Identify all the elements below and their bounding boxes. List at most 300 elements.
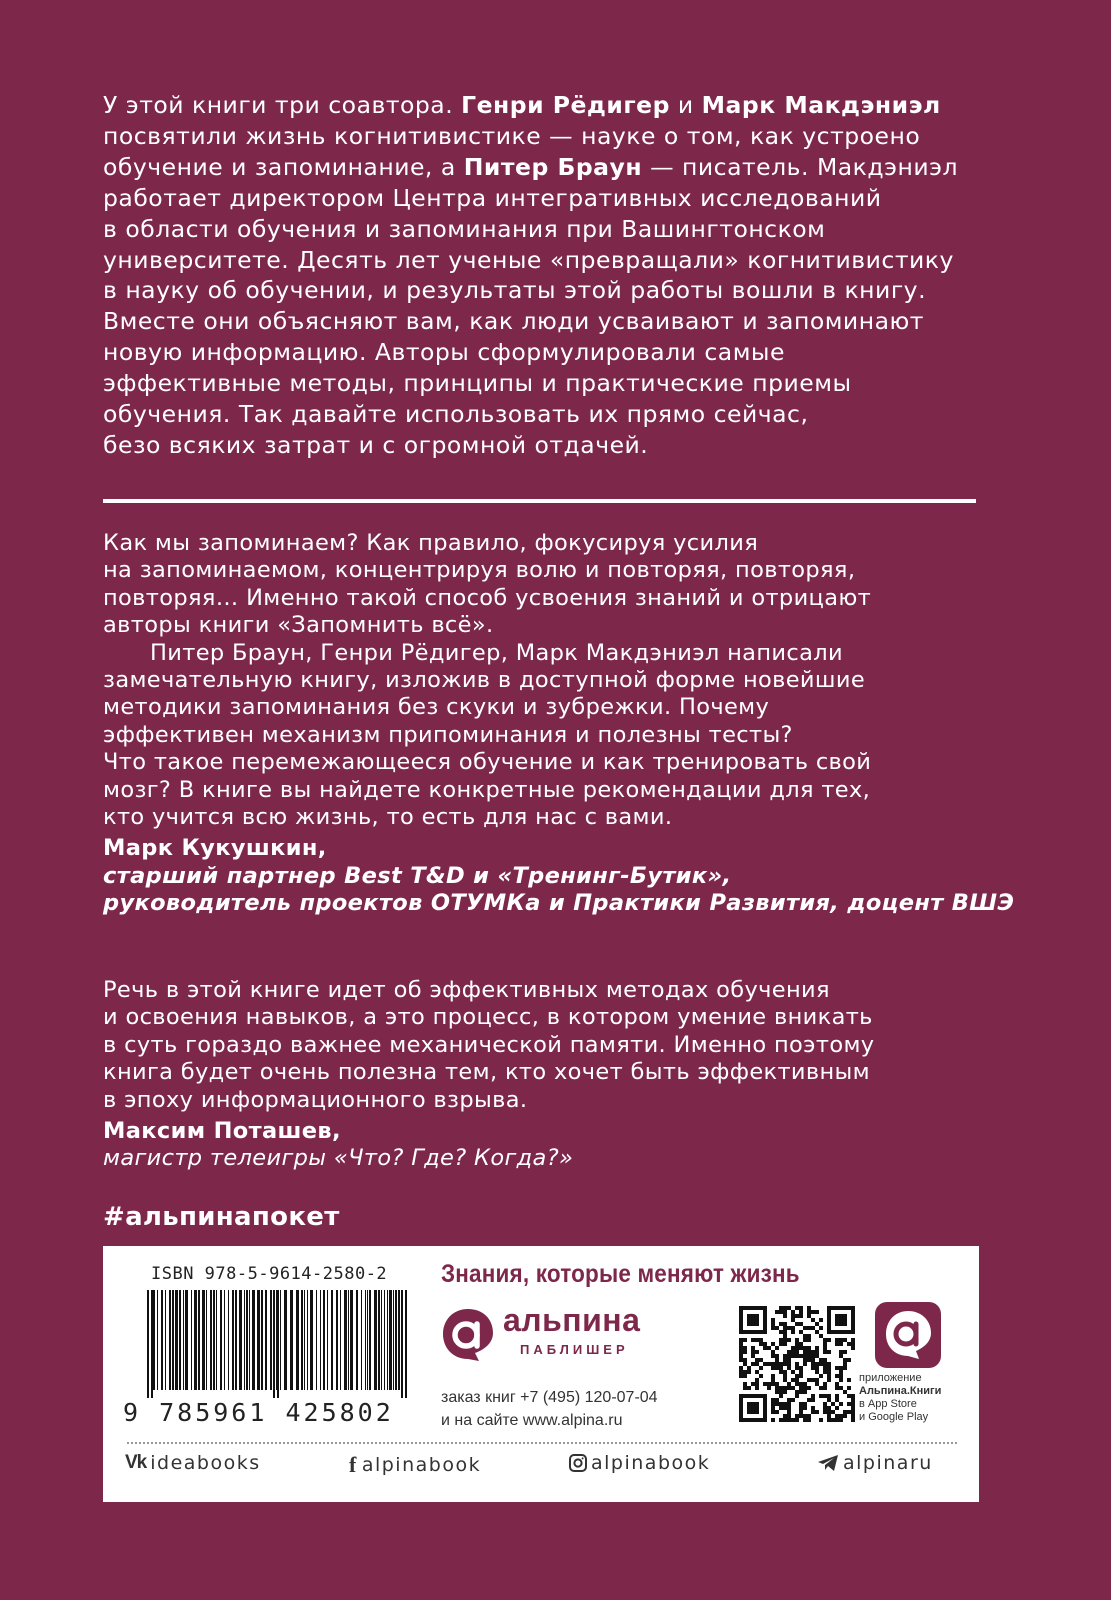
qr-module <box>851 1330 855 1334</box>
qr-module <box>811 1394 815 1398</box>
alpina-logo-icon <box>439 1306 497 1364</box>
qr-module <box>787 1402 791 1406</box>
qr-module <box>803 1390 807 1394</box>
qr-module <box>755 1338 759 1342</box>
app-line: в App Store <box>859 1398 917 1410</box>
qr-module <box>823 1342 827 1346</box>
qr-module <box>779 1366 783 1370</box>
barcode-bar <box>161 1290 163 1390</box>
barcode-bar <box>172 1290 174 1390</box>
qr-module <box>823 1350 827 1354</box>
qr-module <box>843 1366 847 1370</box>
barcode-bar <box>210 1290 212 1390</box>
qr-module <box>815 1354 819 1358</box>
order-info <box>441 1386 658 1432</box>
qr-module <box>795 1322 799 1326</box>
qr-module <box>815 1378 819 1382</box>
qr-module <box>747 1402 751 1406</box>
barcode-bar <box>301 1290 303 1390</box>
qr-module <box>827 1366 831 1370</box>
barcode-bar <box>296 1290 299 1390</box>
app-name: Альпина.Книги <box>859 1385 942 1397</box>
qr-module <box>819 1394 823 1398</box>
review1-author: Марк Кукушкин, <box>103 835 327 862</box>
intro-text: новую информацию. Авторы сформулировали самые <box>103 338 785 367</box>
qr-module <box>851 1398 855 1402</box>
intro-line <box>103 121 983 152</box>
qr-module <box>799 1370 803 1374</box>
review1-line: повторяя… Именно такой способ усвоения знаний и отрицают <box>103 584 872 611</box>
qr-module <box>751 1338 755 1342</box>
qr-module <box>843 1362 847 1366</box>
qr-module <box>815 1330 819 1334</box>
qr-module <box>739 1402 743 1406</box>
qr-module <box>771 1418 775 1422</box>
qr-module <box>827 1370 831 1374</box>
qr-module <box>839 1354 843 1358</box>
review1-line: Что такое перемежающееся обучение и как тренировать свой <box>103 749 872 776</box>
qr-module <box>775 1410 779 1414</box>
qr-module <box>751 1306 755 1310</box>
intro-line <box>103 152 983 183</box>
qr-module <box>739 1354 743 1358</box>
author-name: Питер Браун <box>463 152 643 181</box>
review1-line: авторы книги «Запомнить всё». <box>103 612 494 639</box>
barcode-bar <box>389 1290 392 1390</box>
qr-module <box>827 1314 831 1318</box>
barcode-bar <box>216 1290 217 1390</box>
qr-module <box>803 1346 807 1350</box>
qr-module <box>799 1314 803 1318</box>
barcode-bar <box>365 1290 366 1390</box>
review1-line: кто учится всю жизнь, то есть для нас с вами. <box>103 804 673 831</box>
qr-module <box>755 1358 759 1362</box>
qr-module <box>739 1318 743 1322</box>
qr-module <box>851 1414 855 1418</box>
barcode-bar <box>387 1290 388 1390</box>
qr-module <box>771 1402 775 1406</box>
intro-line <box>103 214 983 245</box>
qr-module <box>739 1326 743 1330</box>
barcode-bar <box>323 1290 325 1390</box>
qr-module <box>767 1346 771 1350</box>
qr-module <box>763 1330 767 1334</box>
review2-role: магистр телеигры «Что? Где? Когда?» <box>103 1145 574 1172</box>
qr-module <box>791 1346 795 1350</box>
qr-module <box>747 1394 751 1398</box>
qr-module <box>795 1390 799 1394</box>
qr-module <box>755 1362 759 1366</box>
qr-module <box>775 1358 779 1362</box>
qr-module <box>787 1382 791 1386</box>
qr-module <box>851 1402 855 1406</box>
qr-module <box>843 1414 847 1418</box>
barcode-bar <box>235 1290 237 1390</box>
review1-line: эффективен механизм припоминания и полезны тесты? <box>103 721 793 748</box>
barcode-bar <box>249 1290 250 1390</box>
barcode-digits: 9 785961 425802 <box>123 1398 394 1427</box>
qr-module <box>811 1326 815 1330</box>
qr-module <box>847 1410 851 1414</box>
intro-text: университете. Десять лет ученые «превращали» когнитивистику <box>103 245 954 274</box>
qr-module <box>791 1326 795 1330</box>
intro-text: посвятили жизнь когнитивистике — науке о том, как устроено <box>103 121 921 150</box>
qr-module <box>763 1362 767 1366</box>
review1-line: мозг? В книге вы найдете конкретные рекомендации для тех, <box>103 776 871 803</box>
qr-module <box>771 1322 775 1326</box>
qr-module <box>827 1374 831 1378</box>
qr-module <box>739 1346 743 1350</box>
qr-module <box>747 1306 751 1310</box>
qr-module <box>783 1418 787 1422</box>
review1-line: методики запоминания без скуки и зубрежки. Почему <box>103 694 770 721</box>
intro-line <box>103 183 983 214</box>
qr-module <box>783 1378 787 1382</box>
barcode-bar <box>239 1290 242 1390</box>
barcode-bar <box>220 1290 222 1390</box>
qr-module <box>839 1330 843 1334</box>
qr-module <box>743 1394 747 1398</box>
qr-module <box>843 1330 847 1334</box>
qr-module <box>823 1410 827 1414</box>
qr-module <box>799 1414 803 1418</box>
qr-module <box>747 1386 751 1390</box>
barcode-bar <box>244 1290 245 1390</box>
social-instagram[interactable] <box>569 1452 710 1474</box>
social-vk[interactable] <box>125 1452 261 1474</box>
qr-module <box>763 1322 767 1326</box>
qr-module <box>843 1314 847 1318</box>
author-name: Марк Макдэниэл <box>701 91 941 119</box>
qr-module <box>803 1402 807 1406</box>
barcode-bar <box>331 1290 333 1390</box>
qr-module <box>815 1362 819 1366</box>
qr-module <box>799 1374 803 1378</box>
qr-module <box>791 1378 795 1382</box>
barcode-bar <box>316 1290 317 1390</box>
qr-module <box>759 1306 763 1310</box>
qr-module <box>791 1350 795 1354</box>
facebook-icon: f <box>349 1452 358 1477</box>
qr-module <box>763 1346 767 1350</box>
qr-module <box>747 1322 751 1326</box>
social-instagram-label: alpinabook <box>591 1452 711 1474</box>
qr-module <box>779 1418 783 1422</box>
qr-module <box>747 1418 751 1422</box>
qr-module <box>807 1386 811 1390</box>
barcode-guard-bar <box>151 1290 153 1398</box>
qr-module <box>751 1350 755 1354</box>
barcode-bar <box>395 1290 397 1390</box>
qr-module <box>775 1346 779 1350</box>
qr-module <box>739 1310 743 1314</box>
barcode-bar <box>194 1290 197 1390</box>
qr-module <box>815 1322 819 1326</box>
qr-module <box>827 1414 831 1418</box>
qr-module <box>795 1314 799 1318</box>
intro-line <box>103 430 983 461</box>
qr-module <box>783 1314 787 1318</box>
qr-module <box>763 1326 767 1330</box>
qr-module <box>739 1394 743 1398</box>
barcode-bar <box>202 1290 205 1390</box>
qr-module <box>759 1358 763 1362</box>
qr-module <box>847 1358 851 1362</box>
qr-module <box>751 1346 755 1350</box>
qr-module <box>795 1350 799 1354</box>
qr-module <box>807 1398 811 1402</box>
qr-module <box>795 1338 799 1342</box>
qr-module <box>751 1322 755 1326</box>
qr-module <box>803 1358 807 1362</box>
qr-module <box>807 1346 811 1350</box>
qr-module <box>775 1366 779 1370</box>
qr-module <box>827 1378 831 1382</box>
intro-text: обучение и запоминание, а <box>103 152 464 181</box>
qr-module <box>779 1402 783 1406</box>
qr-module <box>851 1306 855 1310</box>
qr-module <box>743 1346 747 1350</box>
qr-module <box>835 1322 839 1326</box>
intro-line <box>103 368 983 399</box>
qr-module <box>759 1366 763 1370</box>
qr-module <box>755 1410 759 1414</box>
qr-module <box>755 1386 759 1390</box>
qr-module <box>783 1406 787 1410</box>
qr-module <box>851 1310 855 1314</box>
qr-module <box>751 1402 755 1406</box>
qr-module <box>779 1406 783 1410</box>
qr-module <box>831 1306 835 1310</box>
barcode-bar <box>336 1290 338 1390</box>
divider <box>103 499 976 503</box>
qr-module <box>835 1366 839 1370</box>
qr-module <box>747 1406 751 1410</box>
app-info <box>859 1372 969 1424</box>
qr-module <box>751 1314 755 1318</box>
qr-module <box>803 1414 807 1418</box>
alpina-app-logo-icon <box>875 1302 941 1368</box>
qr-module <box>759 1338 763 1342</box>
barcode-bar <box>191 1290 192 1390</box>
qr-module <box>795 1394 799 1398</box>
dotted-divider <box>127 1442 957 1444</box>
qr-module <box>779 1394 783 1398</box>
qr-module <box>803 1386 807 1390</box>
qr-module <box>807 1378 811 1382</box>
qr-module <box>807 1358 811 1362</box>
barcode-bar <box>270 1290 272 1390</box>
qr-module <box>783 1374 787 1378</box>
barcode-bar <box>384 1290 385 1390</box>
qr-module <box>763 1418 767 1422</box>
qr-module <box>827 1406 831 1410</box>
qr-module <box>843 1410 847 1414</box>
qr-module <box>823 1402 827 1406</box>
qr-module <box>771 1378 775 1382</box>
barcode-bar <box>367 1290 368 1390</box>
qr-module <box>835 1406 839 1410</box>
qr-module <box>747 1366 751 1370</box>
barcode-bar <box>175 1290 178 1390</box>
qr-module <box>827 1394 831 1398</box>
qr-module <box>827 1330 831 1334</box>
qr-module <box>839 1306 843 1310</box>
intro-text: эффективные методы, принципы и практические приемы <box>103 369 852 398</box>
barcode-bar <box>348 1290 349 1390</box>
qr-module <box>851 1322 855 1326</box>
qr-module <box>799 1330 803 1334</box>
barcode-bar <box>350 1290 353 1390</box>
qr-module <box>747 1410 751 1414</box>
qr-module <box>835 1374 839 1378</box>
qr-module <box>743 1386 747 1390</box>
qr-module <box>823 1386 827 1390</box>
barcode-bar <box>169 1290 171 1390</box>
social-facebook[interactable] <box>349 1452 481 1478</box>
barcode-bar <box>213 1290 215 1390</box>
qr-module <box>819 1374 823 1378</box>
qr-module <box>787 1326 791 1330</box>
review1-line: Питер Браун, Генри Рёдигер, Марк Макдэниэл написали <box>150 639 843 666</box>
qr-module <box>795 1378 799 1382</box>
review-kukushkin <box>103 530 1015 918</box>
qr-module <box>739 1370 743 1374</box>
intro-text: Вместе они объясняют вам, как люди усваивают и запоминают <box>103 307 924 336</box>
qr-module <box>807 1310 811 1314</box>
barcode-bar <box>224 1290 225 1390</box>
qr-module <box>847 1342 851 1346</box>
qr-module <box>783 1334 787 1338</box>
qr-module <box>775 1386 779 1390</box>
qr-module <box>831 1330 835 1334</box>
qr-module <box>743 1370 747 1374</box>
intro-text: работает директором Центра интегративных исследований <box>103 183 882 212</box>
qr-module <box>815 1370 819 1374</box>
qr-module <box>851 1394 855 1398</box>
qr-module <box>799 1310 803 1314</box>
qr-module <box>743 1418 747 1422</box>
qr-module <box>839 1350 843 1354</box>
qr-module <box>819 1334 823 1338</box>
qr-module <box>763 1318 767 1322</box>
social-facebook-label: alpinabook <box>361 1454 482 1476</box>
publisher-panel <box>103 1246 979 1502</box>
qr-module <box>799 1386 803 1390</box>
qr-code <box>739 1306 855 1422</box>
qr-module <box>823 1338 827 1342</box>
qr-module <box>775 1398 779 1402</box>
qr-module <box>839 1370 843 1374</box>
vk-icon: Vk <box>125 1452 147 1473</box>
qr-module <box>791 1354 795 1358</box>
qr-module <box>783 1370 787 1374</box>
qr-module <box>799 1366 803 1370</box>
barcode-guard-bar <box>277 1290 279 1398</box>
isbn-text: ISBN 978-5-9614-2580-2 <box>151 1264 388 1284</box>
review2-author: Максим Поташев, <box>103 1118 341 1145</box>
qr-module <box>743 1330 747 1334</box>
qr-module <box>783 1322 787 1326</box>
qr-module <box>791 1370 795 1374</box>
qr-module <box>791 1318 795 1322</box>
qr-module <box>755 1318 759 1322</box>
intro-text: — писатель. Макдэниэл <box>642 152 959 181</box>
qr-module <box>779 1342 783 1346</box>
qr-module <box>755 1314 759 1318</box>
qr-module <box>843 1350 847 1354</box>
qr-module <box>835 1306 839 1310</box>
barcode-bar <box>198 1290 200 1390</box>
qr-module <box>839 1322 843 1326</box>
qr-module <box>747 1318 751 1322</box>
qr-module <box>751 1418 755 1422</box>
qr-module <box>787 1410 791 1414</box>
qr-module <box>739 1322 743 1326</box>
qr-module <box>811 1410 815 1414</box>
qr-module <box>779 1386 783 1390</box>
review1-role: старший партнер Best T&D и «Тренинг-Бутик», <box>103 862 732 889</box>
qr-module <box>759 1418 763 1422</box>
qr-module <box>827 1410 831 1414</box>
qr-module <box>771 1350 775 1354</box>
qr-module <box>739 1342 743 1346</box>
qr-module <box>751 1354 755 1358</box>
qr-module <box>771 1354 775 1358</box>
slogan: Знания, которые меняют жизнь <box>441 1260 800 1288</box>
qr-module <box>847 1378 851 1382</box>
qr-module <box>803 1382 807 1386</box>
qr-module <box>771 1398 775 1402</box>
qr-module <box>819 1362 823 1366</box>
qr-module <box>787 1350 791 1354</box>
qr-module <box>799 1402 803 1406</box>
qr-module <box>827 1418 831 1422</box>
qr-module <box>791 1398 795 1402</box>
qr-module <box>763 1314 767 1318</box>
alpina-books-app-icon <box>875 1302 941 1368</box>
qr-module <box>815 1350 819 1354</box>
barcode-bar <box>340 1290 341 1390</box>
qr-module <box>739 1358 743 1362</box>
qr-module <box>823 1382 827 1386</box>
qr-module <box>779 1390 783 1394</box>
social-telegram[interactable] <box>817 1452 933 1474</box>
intro-text: обучения. Так давайте использовать их прямо сейчас, <box>103 400 809 429</box>
qr-module <box>755 1350 759 1354</box>
barcode-guard-bar <box>273 1290 275 1398</box>
intro-line <box>103 306 983 337</box>
review2-line: книга будет очень полезна тем, кто хочет быть эффективным <box>103 1059 870 1086</box>
qr-module <box>771 1342 775 1346</box>
qr-module <box>783 1326 787 1330</box>
qr-module <box>775 1382 779 1386</box>
qr-module <box>763 1410 767 1414</box>
qr-module <box>847 1394 851 1398</box>
barcode-bar <box>228 1290 229 1390</box>
qr-module <box>835 1330 839 1334</box>
logo-name: альпина <box>503 1302 641 1338</box>
qr-module <box>799 1354 803 1358</box>
qr-module <box>819 1386 823 1390</box>
qr-module <box>763 1394 767 1398</box>
qr-module <box>795 1306 799 1310</box>
qr-module <box>847 1306 851 1310</box>
qr-module <box>755 1330 759 1334</box>
qr-module <box>851 1314 855 1318</box>
qr-module <box>739 1398 743 1402</box>
barcode-bar <box>369 1290 371 1390</box>
